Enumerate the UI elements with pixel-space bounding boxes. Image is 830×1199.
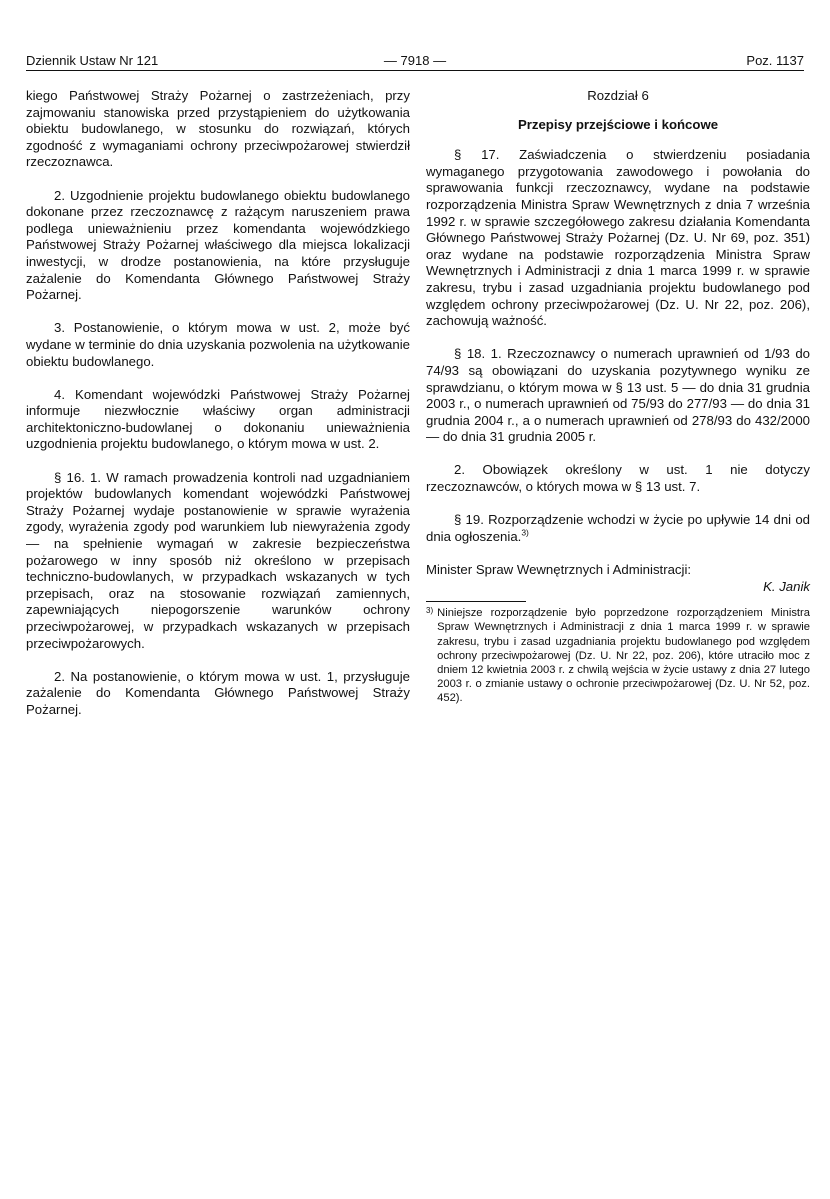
paragraph-15-4: 4. Komendant wojewódzki Państwowej Straży Pożarnej informuje niezwłocznie właściwy organ administracji architektoniczno-budowlanej o dokonaniu unieważnienia uzgodnienia projektu budowlanego, o którym mowa w ust. 2.: [26, 386, 410, 452]
signer-title: Minister Spraw Wewnętrznych i Administracji:: [426, 562, 692, 578]
right-column: [426, 88, 810, 706]
paragraph-continuation: kiego Państwowej Straży Pożarnej o zastrzeżeniach, przy zajmowaniu stanowiska przed przystąpieniem do użytkowania obiektu budowlanego, w stosunku do rozwiązań, których zgodność z wymaganiami ochrony przeciwpożarowej stwierdził rzeczoznawca.: [26, 88, 410, 170]
footnote-mark: 3): [426, 606, 434, 616]
paragraph-19-text: § 19. Rozporządzenie wchodzi w życie po upływie 14 dni od dnia ogłoszenia.: [426, 512, 810, 544]
journal-title: Dziennik Ustaw Nr 121: [26, 53, 159, 68]
left-column: [26, 88, 410, 719]
paragraph-16-2: 2. Na postanowienie, o którym mowa w ust. 1, przysługuje zażalenie do Komendanta Głównego Państwowej Straży Pożarnej.: [26, 668, 410, 717]
page-number: — 7918 —: [383, 53, 447, 68]
paragraph-18-1: § 18. 1. Rzeczoznawcy o numerach uprawnień od 1/93 do 74/93 są obowiązani do uzyskania pozytywnego wyniku ze sprawdzianu, o którym mowa w § 13 ust. 5 — do dnia 31 grudnia 2003 r., o numerach uprawnień od 75/93 do 277/93 — do dnia 31 grudnia 2004 r., a o numerach uprawnień od 278/93 do 432/2000 — do dnia 31 grudnia 2005 r.: [426, 346, 810, 445]
page-header: [26, 53, 804, 69]
footnote-text: Niniejsze rozporządzenie było poprzedzone rozporządzeniem Ministra Spraw Wewnętrznych i Administracji z dnia 1 marca 1999 r. w sprawie zakresu, trybu i zasad uzgadniania projektu budowlanego pod względem ochrony przeciwpożarowej (Dz. U. Nr 22, poz. 206), które utraciło moc z dniem 12 kwietnia 2003 r. z chwilą wejścia w życie ustawy z dnia 27 lutego 2003 r. o zmianie ustawy o ochronie przeciwpożarowej (Dz. U. Nr 52, poz. 452).: [437, 607, 810, 705]
paragraph-15-3: 3. Postanowienie, o którym mowa w ust. 2, może być wydane w terminie do dnia uzyskania pozwolenia na użytkowanie obiektu budowlanego.: [26, 320, 410, 369]
paragraph-17: § 17. Zaświadczenia o stwierdzeniu posiadania wymaganego przygotowania zawodowego i powołania do sprawowania funkcji rzeczoznawcy, wydane na podstawie rozporządzenia Ministra Spraw Wewnętrznych z dnia 7 września 1992 r. w sprawie szczegółowego zakresu działania Komendanta Głównego Państwowej Straży Pożarnej (Dz. U. Nr 69, poz. 351) oraz wydane na podstawie rozporządzenia Ministra Spraw Wewnętrznych i Administracji z dnia 1 marca 1999 r. w sprawie zakresu, trybu i zasad uzgadniania projektu budowlanego pod względem ochrony przeciwpożarowej (Dz. U. Nr 22, poz. 206), zachowują ważność.: [426, 147, 810, 329]
paragraph-16-1: § 16. 1. W ramach prowadzenia kontroli nad uzgadnianiem projektów budowlanych komendant wojewódzki Państwowej Straży Pożarnej wydaje postanowienie w sprawie wyrażenia zgody, wyrażenia zgody pod warunkiem lub niewyrażenia zgody — na spełnienie wymagań w zakresie bezpieczeństwa pożarowego w inny sposób niż określono w przepisach techniczno-budowlanych, w przypadkach wskazanych w tych przepisach, oraz na stosowanie rozwiązań zamiennych, zapewniających niepogorszenie warunków ochrony przeciwpożarowej, w przypadkach wskazanych w przepisach przeciwpożarowych.: [26, 469, 410, 651]
paragraph-18-2: 2. Obowiązek określony w ust. 1 nie dotyczy rzeczoznawców, o których mowa w § 13 ust. 7.: [426, 462, 810, 495]
chapter-title: Przepisy przejściowe i końcowe: [517, 116, 719, 132]
footnote: [426, 606, 810, 705]
signature: K. Janik: [763, 578, 810, 594]
paragraph-19: [426, 512, 810, 545]
footnote-divider: [426, 601, 526, 602]
position-number: Poz. 1137: [746, 53, 804, 68]
header-divider: [26, 70, 804, 71]
paragraph-15-2: 2. Uzgodnienie projektu budowlanego obiektu budowlanego dokonane przez rzeczoznawcę z rażącym naruszeniem prawa podlega unieważnieniu przez komendanta wojewódzkiego Państwowej Straży Pożarnej właściwego dla miejsca lokalizacji inwestycji, w drodze postanowienia, na które przysługuje zażalenie do Komendanta Głównego Państwowej Straży Pożarnej.: [26, 187, 410, 303]
footnote-reference: 3): [521, 527, 529, 538]
chapter-label: Rozdział 6: [587, 88, 649, 103]
